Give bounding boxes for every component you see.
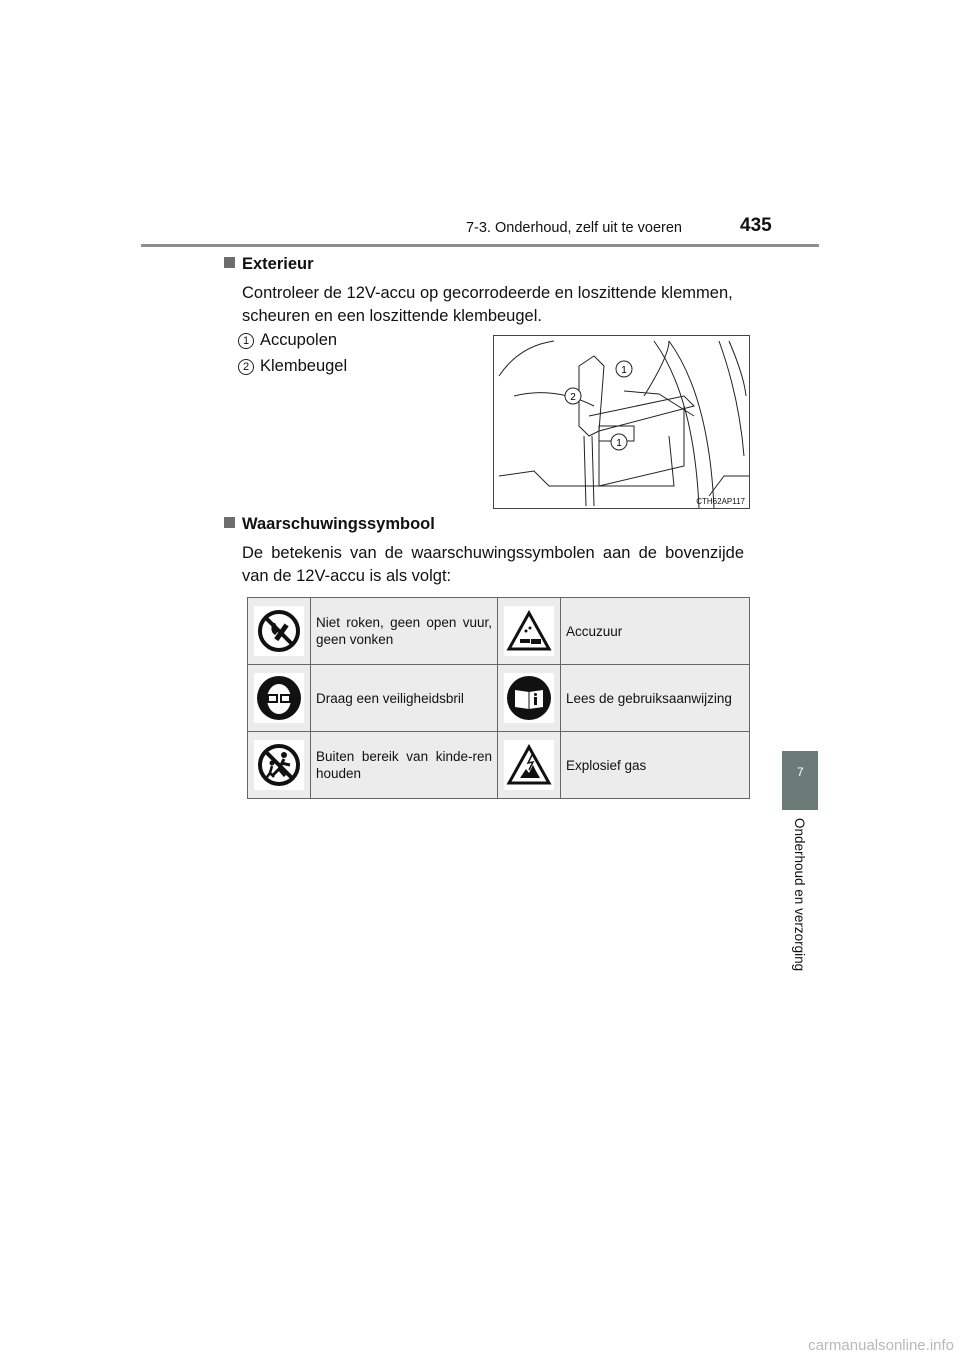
table-row <box>248 732 750 799</box>
symbol-label: Buiten bereik van kinde-ren houden <box>311 732 498 799</box>
page-number: 435 <box>740 215 772 236</box>
explosive-gas-icon <box>504 740 554 790</box>
battery-illustration <box>493 335 750 509</box>
square-bullet-icon <box>224 257 235 268</box>
keep-children-away-icon <box>254 740 304 790</box>
warning-body: De betekenis van de waarschuwingssymbolen aan de bovenzijde van de 12V-accu is als volgt: <box>242 544 744 585</box>
item-label: Klembeugel <box>260 357 348 375</box>
callout-number: 1 <box>238 333 254 349</box>
chapter-number: 7 <box>797 765 804 779</box>
list-item <box>238 357 347 376</box>
callout-number: 2 <box>238 359 254 375</box>
chapter-tab[interactable] <box>782 751 818 810</box>
symbol-label: Accuzuur <box>561 598 750 665</box>
heading-text: Waarschuwingssymbool <box>242 515 435 533</box>
symbol-label: Draag een veiligheidsbril <box>311 665 498 732</box>
no-fire-icon <box>254 606 304 656</box>
item-label: Accupolen <box>260 331 338 349</box>
exterior-heading <box>224 255 314 274</box>
acid-icon <box>504 606 554 656</box>
callout-1: 1 <box>621 365 627 376</box>
section-title: 7-3. Onderhoud, zelf uit te voeren <box>465 220 682 236</box>
manual-icon <box>504 673 554 723</box>
symbol-label: Lees de gebruiksaanwijzing <box>561 665 750 732</box>
warning-symbols-table <box>247 597 750 799</box>
callout-1b: 1 <box>616 438 622 449</box>
exterior-body: Controleer de 12V-accu op gecorrodeerde en loszittende klemmen, scheuren en een loszittende klembeugel. <box>242 284 733 325</box>
chapter-title: Onderhoud en verzorging <box>792 818 807 972</box>
callout-2: 2 <box>570 392 576 403</box>
figure-code: CTH62AP117 <box>696 497 745 506</box>
square-bullet-icon <box>224 517 235 528</box>
symbol-label: Explosief gas <box>561 732 750 799</box>
table-row <box>248 665 750 732</box>
symbol-label: Niet roken, geen open vuur, geen vonken <box>311 598 498 665</box>
header-divider <box>141 244 819 247</box>
warning-heading <box>224 515 435 534</box>
safety-glasses-icon <box>254 673 304 723</box>
table-row <box>248 598 750 665</box>
watermark: carmanualsonline.info <box>808 1337 954 1354</box>
list-item <box>238 331 337 350</box>
heading-text: Exterieur <box>242 255 314 273</box>
